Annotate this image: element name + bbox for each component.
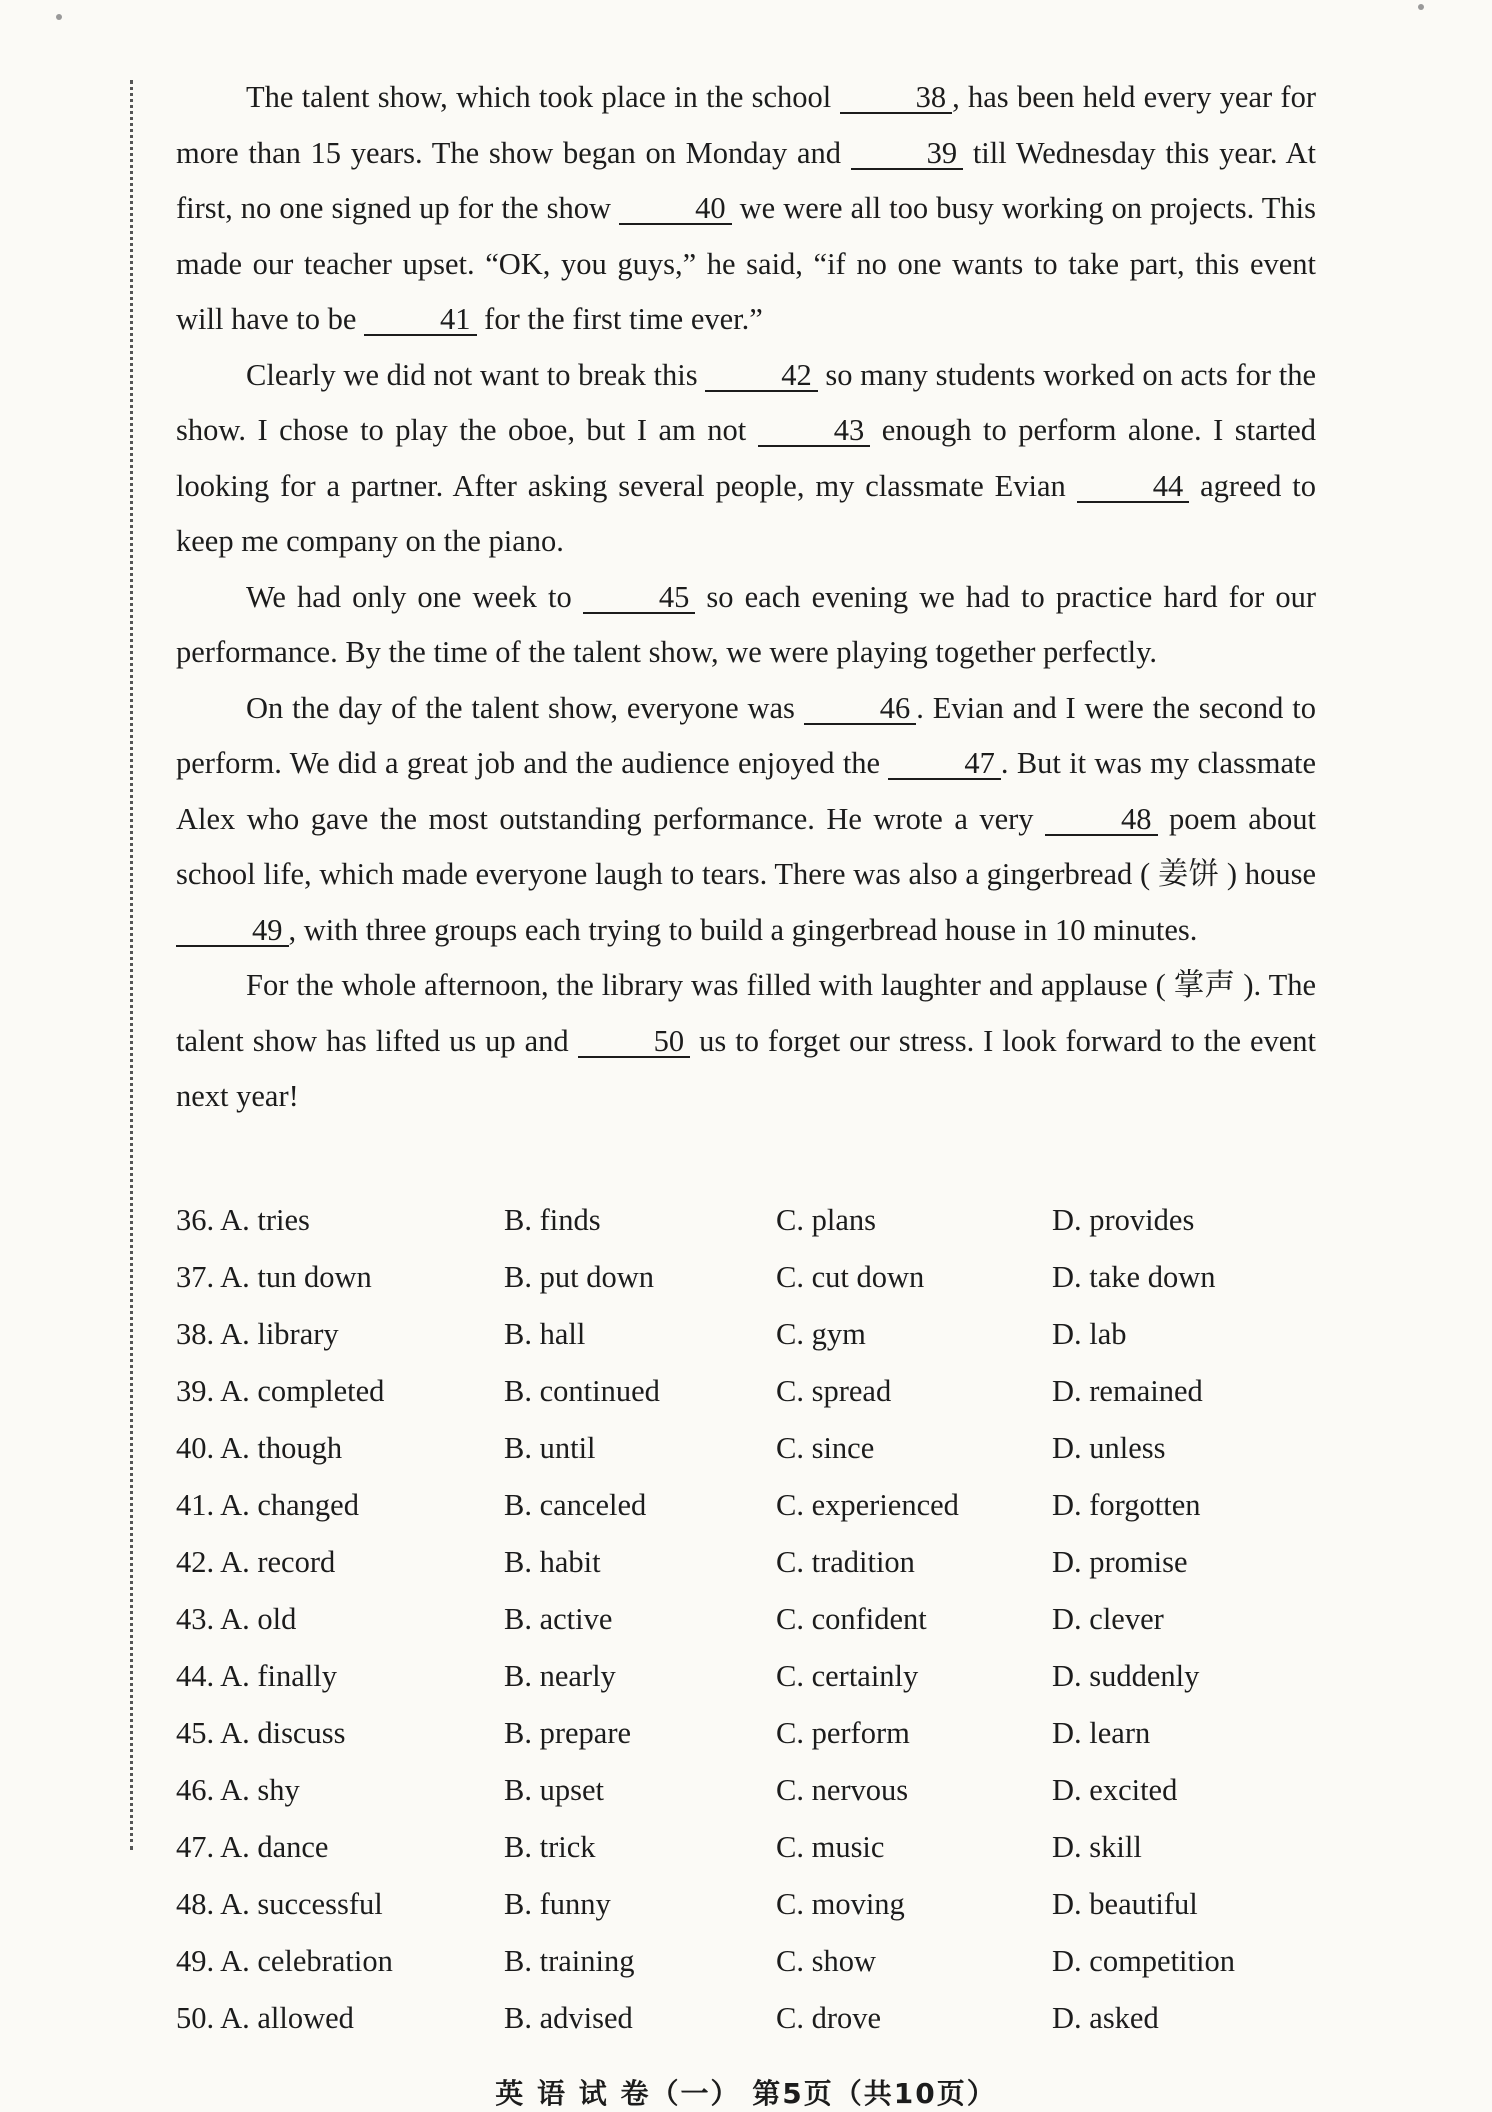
option-choice: C. spread: [776, 1374, 892, 1408]
question-row: [176, 1705, 1316, 1762]
cloze-blank: 50: [578, 1026, 691, 1058]
cloze-blank: 49: [176, 915, 289, 947]
question-row: [176, 1477, 1316, 1534]
passage-text: . But it was my classmate Alex who gave the most outstanding performance. He wrote a very: [176, 746, 1316, 836]
option-choice: 43. A. old: [176, 1602, 297, 1636]
option-choice: C. cut down: [776, 1260, 925, 1294]
question-row: [176, 1534, 1316, 1591]
cloze-blank: 42: [705, 360, 818, 392]
option-choice: B. training: [504, 1944, 635, 1978]
option-choice: B. hall: [504, 1317, 586, 1351]
option-choice: C. confident: [776, 1602, 927, 1636]
passage-text: agreed to keep me company on the piano.: [176, 468, 1316, 558]
option-choice: B. upset: [504, 1773, 604, 1807]
passage-text: The talent show, which took place in the school: [246, 80, 840, 114]
passage-text: for the first time ever.”: [476, 302, 763, 336]
option-choice: C. since: [776, 1431, 875, 1465]
option-choice: 50. A. allowed: [176, 2001, 354, 2035]
option-choice: D. competition: [1052, 1944, 1235, 1978]
question-row: [176, 1591, 1316, 1648]
cloze-blank: 46: [804, 693, 917, 725]
question-row: [176, 1762, 1316, 1819]
scan-mark: [56, 14, 62, 20]
option-choice: D. promise: [1052, 1545, 1188, 1579]
option-choice: D. forgotten: [1052, 1488, 1201, 1522]
question-row: [176, 1363, 1316, 1420]
passage-text: , with three groups each trying to build a gingerbread house in 10 minutes.: [288, 912, 1198, 947]
answer-options: [176, 1192, 1316, 2047]
option-choice: B. prepare: [504, 1716, 632, 1750]
passage-text: so each evening we had to practice hard for our performance. By the time of the talent show, we were playing together perfectly.: [176, 579, 1316, 669]
passage-text: us to forget our stress. I look forward to the event next year!: [176, 1023, 1317, 1113]
passage-text: For the whole afternoon, the library was filled with laughter and applause ( 掌声 ). The talent show has lifted us up and: [176, 968, 1316, 1058]
question-row: [176, 1990, 1316, 2047]
passage-text: On the day of the talent show, everyone was: [246, 690, 804, 725]
option-choice: D. unless: [1052, 1431, 1166, 1465]
option-choice: 48. A. successful: [176, 1887, 383, 1921]
passage-text: We had only one week to: [246, 579, 583, 614]
option-choice: C. experienced: [776, 1488, 959, 1522]
option-choice: C. tradition: [776, 1545, 915, 1579]
option-choice: C. gym: [776, 1317, 866, 1351]
option-choice: B. funny: [504, 1887, 611, 1921]
passage-text: so many students worked on acts for the show. I chose to play the oboe, but I am not: [176, 357, 1316, 447]
option-choice: B. advised: [504, 2001, 633, 2035]
cloze-blank: 41: [364, 304, 477, 336]
option-choice: 49. A. celebration: [176, 1944, 393, 1978]
option-choice: B. continued: [504, 1374, 660, 1408]
passage-text: we were all too busy working on projects. This made our teacher upset. “OK, you guys,” he said, “if no one wants to take part, this event will have to be: [176, 191, 1316, 336]
option-choice: 45. A. discuss: [176, 1716, 346, 1750]
option-choice: B. nearly: [504, 1659, 616, 1693]
option-choice: D. beautiful: [1052, 1887, 1198, 1921]
question-row: [176, 1306, 1316, 1363]
passage-paragraph: [176, 70, 1316, 348]
option-choice: 38. A. library: [176, 1317, 339, 1351]
passage-text: . Evian and I were the second to perform. We did a great job and the audience enjoyed the: [176, 690, 1316, 780]
option-choice: C. nervous: [776, 1773, 909, 1807]
option-choice: D. learn: [1052, 1716, 1151, 1750]
cloze-blank: 43: [758, 415, 871, 447]
option-choice: C. plans: [776, 1203, 876, 1237]
option-choice: 40. A. though: [176, 1431, 343, 1465]
passage-text: poem about school life, which made everyone laugh to tears. There was also a gingerbread ( 姜饼 ) house: [176, 801, 1316, 891]
question-row: [176, 1192, 1316, 1249]
cloze-blank: 38: [840, 82, 953, 114]
option-choice: 44. A. finally: [176, 1659, 337, 1693]
option-choice: D. clever: [1052, 1602, 1164, 1636]
cloze-blank: 44: [1077, 471, 1190, 503]
passage-text: enough to perform alone. I started looking for a partner. After asking several people, my classmate Evian: [176, 413, 1317, 503]
passage-paragraph: [176, 348, 1316, 570]
question-row: [176, 1420, 1316, 1477]
question-row: [176, 1648, 1316, 1705]
option-choice: 37. A. tun down: [176, 1260, 372, 1294]
question-row: [176, 1933, 1316, 1990]
question-row: [176, 1249, 1316, 1306]
question-row: [176, 1876, 1316, 1933]
cloze-blank: 48: [1045, 804, 1158, 836]
option-choice: B. until: [504, 1431, 596, 1465]
option-choice: B. active: [504, 1602, 613, 1636]
option-choice: C. perform: [776, 1716, 910, 1750]
option-choice: D. take down: [1052, 1260, 1216, 1294]
cloze-passage: [176, 70, 1316, 1125]
cloze-blank: 47: [888, 748, 1001, 780]
option-choice: B. habit: [504, 1545, 601, 1579]
option-choice: D. provides: [1052, 1203, 1195, 1237]
option-choice: 41. A. changed: [176, 1488, 359, 1522]
page-footer: 英 语 试 卷（一） 第5页（共10页）: [495, 2077, 997, 2110]
cloze-blank: 45: [583, 582, 696, 614]
option-choice: D. excited: [1052, 1773, 1178, 1807]
option-choice: B. put down: [504, 1260, 654, 1294]
passage-paragraph: [176, 570, 1316, 681]
scan-mark: [1418, 4, 1424, 10]
passage-text: till Wednesday this year. At first, no one signed up for the show: [176, 135, 1316, 225]
option-choice: B. trick: [504, 1830, 596, 1864]
option-choice: C. certainly: [776, 1659, 919, 1693]
cloze-blank: 39: [851, 138, 964, 170]
option-choice: 47. A. dance: [176, 1830, 329, 1864]
cloze-blank: 40: [619, 193, 732, 225]
option-choice: D. asked: [1052, 2001, 1159, 2035]
option-choice: C. drove: [776, 2001, 882, 2035]
passage-text: , has been held every year for more than 15 years. The show began on Monday and: [176, 80, 1316, 170]
option-choice: 36. A. tries: [176, 1203, 310, 1237]
option-choice: D. suddenly: [1052, 1659, 1200, 1693]
option-choice: 39. A. completed: [176, 1374, 385, 1408]
option-choice: C. moving: [776, 1887, 905, 1921]
option-choice: B. finds: [504, 1203, 601, 1237]
option-choice: D. lab: [1052, 1317, 1127, 1351]
option-choice: 42. A. record: [176, 1545, 336, 1579]
option-choice: C. music: [776, 1830, 885, 1864]
question-row: [176, 1819, 1316, 1876]
passage-text: Clearly we did not want to break this: [246, 357, 706, 392]
option-choice: D. remained: [1052, 1374, 1203, 1408]
passage-paragraph: [176, 958, 1316, 1125]
option-choice: D. skill: [1052, 1830, 1142, 1864]
option-choice: 46. A. shy: [176, 1773, 300, 1807]
passage-paragraph: [176, 681, 1316, 959]
option-choice: C. show: [776, 1944, 876, 1978]
binding-margin-line: [130, 80, 133, 1850]
option-choice: B. canceled: [504, 1488, 647, 1522]
